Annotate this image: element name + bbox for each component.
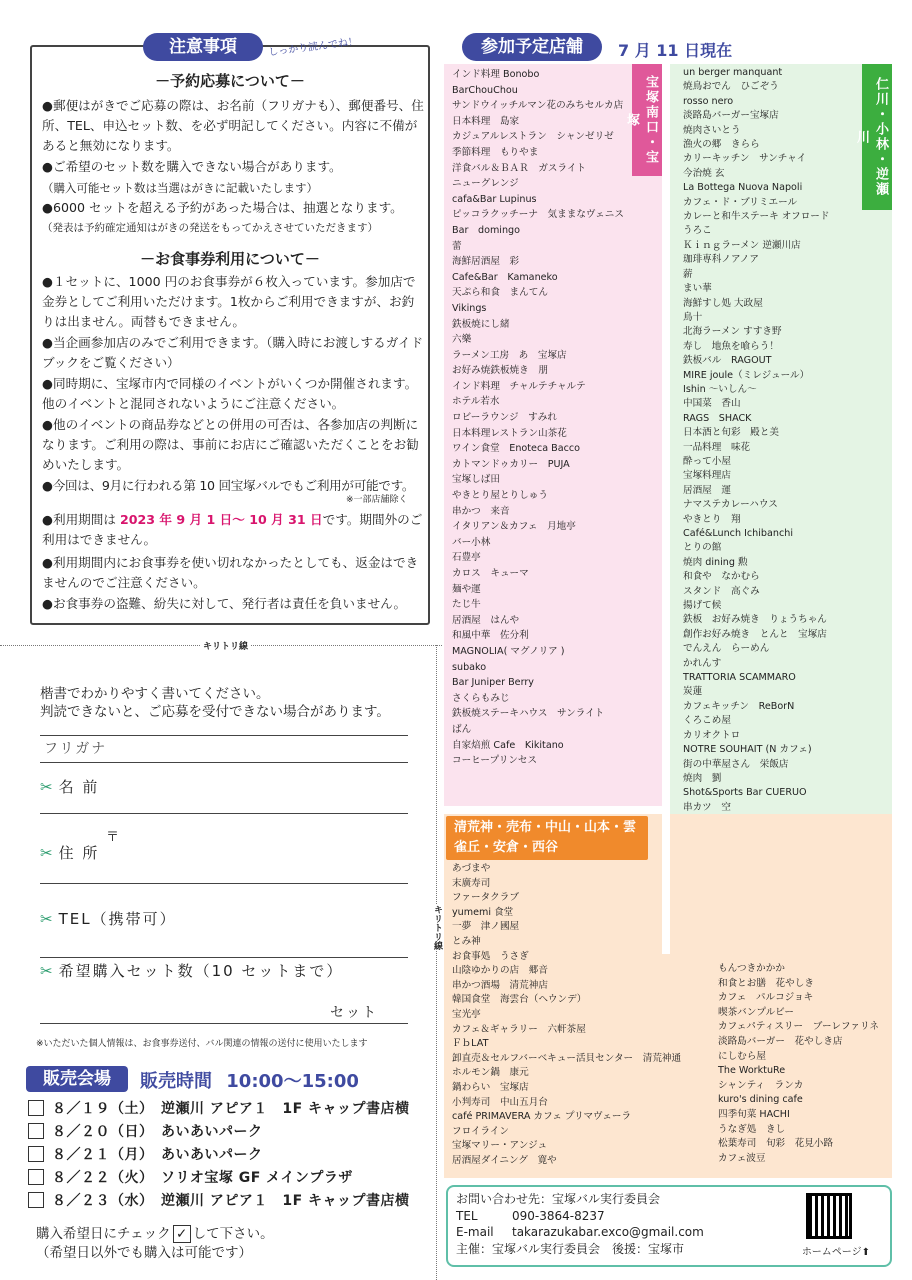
ticket-period: [42, 510, 426, 550]
shop-item: 鍋わらい 宝塚店: [452, 1081, 529, 1093]
shop-item: カレーと和牛ステーキ オフロード: [683, 211, 830, 223]
shop-item: Bar domingo: [452, 224, 521, 236]
shop-item: Café&Lunch Ichibanchi: [683, 528, 794, 539]
region-c-gap-2: [662, 814, 892, 954]
shop-item: 漁火の郷 きらら: [683, 139, 760, 151]
shop-item: 宝光亭: [452, 1008, 481, 1020]
shop-item: スタンド 高ぐみ: [683, 585, 760, 597]
privacy-note: ※いただいた個人情報は、お食事券送付、バル関連の情報の送付に使用いたします: [36, 1039, 368, 1049]
shop-item: でんえん らーめん: [683, 643, 770, 655]
furigana-underline: [40, 762, 408, 763]
shop-item: 松葉寿司 旬彩 花見小路: [718, 1138, 834, 1150]
name-field[interactable]: [40, 776, 408, 814]
venue-time: [140, 1067, 359, 1093]
shop-item: RAGS SHACK: [683, 412, 752, 424]
shop-item: インド料理 Bonobo: [452, 69, 540, 80]
shop-item: 日本料理 島家: [452, 115, 520, 127]
shop-item: 鉄板バル RAGOUT: [683, 355, 772, 367]
shop-item: くろこめ屋: [683, 715, 731, 727]
shop-item: ホルモン鍋 康元: [452, 1067, 529, 1079]
shop-item: ニューグレンジ: [452, 178, 519, 190]
region-a-tag: 宝塚南口・宝塚: [632, 64, 662, 176]
clip-icon: ✂: [40, 962, 55, 980]
shop-item: ばん: [452, 723, 472, 735]
shop-item: 石豊亭: [452, 552, 481, 564]
shop-item: 淡路島バーガー宝塚店: [683, 110, 779, 122]
venue-row[interactable]: [28, 1190, 410, 1210]
shop-item: 中国菜 香山: [683, 398, 741, 410]
shop-item: 宝塚料理店: [683, 470, 731, 482]
venue-text: ８／２３（水） 逆瀬川 アピア１ 1F キャップ書店横: [52, 1193, 410, 1209]
venue-row[interactable]: [28, 1167, 353, 1187]
shop-item: yumemi 食堂: [452, 906, 514, 918]
shop-item: 韓国食堂 海雲台（ヘウンデ）: [452, 994, 587, 1006]
reserve-p1: ●郵便はがきでご応募の際は、お名前（フリガナも）、郵便番号、住所、TEL、申込セット数、を必ず明記してください。内容に不備があると無効になります。: [42, 98, 424, 153]
checkbox[interactable]: [28, 1146, 44, 1162]
shop-item: 一夢 津ノ國屋: [452, 921, 520, 933]
shop-item: 自家焙煎 Cafe Kikitano: [452, 739, 564, 751]
shop-item: 鳥十: [683, 311, 703, 323]
shop-item: フロイライン: [452, 1125, 509, 1137]
furigana-label: フリガナ: [44, 741, 108, 757]
mail-address[interactable]: takarazukabar.exco@gmail.com: [512, 1225, 704, 1239]
region-b-tag: 仁川・小林・逆瀬川: [862, 64, 892, 210]
shop-item: Shot&Sports Bar CUERUO: [683, 787, 807, 799]
shop-item: un berger manquant: [683, 67, 783, 78]
shop-item: 日本料理レストラン山茶花: [452, 427, 567, 439]
shop-item: 蕾: [452, 240, 462, 252]
set-unit: セット: [330, 1005, 378, 1021]
shop-item: ＦｂLAT: [452, 1038, 489, 1050]
shop-item: あづまや: [452, 863, 491, 874]
shop-item: Bar Juniper Berry: [452, 677, 534, 689]
shop-item: Ishin ～いしん～: [683, 383, 757, 395]
venue-text: ８／２１（月） あいあいパーク: [52, 1147, 263, 1163]
shop-item: もんつきかかか: [718, 963, 785, 974]
shop-item: カロス キューマ: [452, 568, 529, 579]
shop-item: まい華: [683, 283, 712, 295]
shop-item: 和食や なかむら: [683, 571, 760, 583]
postal-mark: 〒: [106, 830, 120, 845]
ticket-p5-note: ※一部店舗除く: [346, 495, 408, 505]
venue-text: ８／２０（日） あいあいパーク: [52, 1124, 263, 1140]
shop-item: シャンティ ランカ: [718, 1079, 804, 1091]
shop-item: 創作お好み焼き とんと 宝塚店: [683, 628, 827, 640]
shop-item: バー小林: [452, 536, 491, 548]
shop-item: にしむら屋: [718, 1050, 766, 1062]
shop-item: 季節料理 もりやま: [452, 146, 539, 158]
check-mark-icon: ✓: [173, 1225, 191, 1243]
shop-item: インド料理 チャルテチャルテ: [452, 380, 586, 392]
shop-item: 今治焼 玄: [683, 167, 725, 179]
shop-item: subako: [452, 661, 487, 673]
shop-item: 居酒屋 はんや: [452, 614, 520, 626]
contact-line1: お問い合わせ先：宝塚バル実行委員会: [456, 1192, 661, 1206]
shop-item: 焼肉 dining 勲: [683, 556, 748, 568]
shop-item: 薪: [683, 268, 693, 280]
shop-item: 珈琲専科ノアノア: [683, 254, 759, 266]
region-c-tag: 清荒神・売布・中山・山本・雲雀丘・安倉・西谷: [446, 816, 648, 860]
clip-icon: ✂: [40, 778, 55, 796]
shop-item: 卸直売＆セルフバーベキュー活貝センター 清荒神通: [452, 1052, 682, 1064]
shop-item: 串カツ 空: [683, 801, 731, 813]
period-post: です。期間外のご利用はできません。: [42, 512, 423, 547]
notice-title: 注意事項: [143, 33, 263, 61]
shop-item: 喫茶バンプルビー: [718, 1006, 794, 1018]
shop-item: 宝塚マリー・アンジュ: [452, 1140, 548, 1152]
shop-item: 六樂: [452, 334, 472, 346]
checkbox[interactable]: [28, 1100, 44, 1116]
shop-item: 末廣寿司: [452, 877, 491, 889]
shop-item: うなぎ処 きし: [718, 1123, 786, 1135]
shop-item: とみ神: [452, 935, 481, 947]
shop-item: カフェ＆ギャラリー 六軒茶屋: [452, 1023, 586, 1035]
shop-item: さくらもみじ: [452, 692, 510, 704]
shop-item: たじ牛: [452, 599, 481, 611]
qr-code-icon[interactable]: [806, 1193, 852, 1239]
shop-item: カリオクトロ: [683, 729, 741, 741]
tel-label: TEL（携帯可）: [58, 910, 177, 928]
checkbox[interactable]: [28, 1169, 44, 1185]
shop-item: 一品料理 味花: [683, 441, 751, 453]
shop-item: 街の中華屋さん 栄飯店: [683, 758, 789, 770]
shop-item: カトマンドゥカリー PUJA: [452, 458, 570, 470]
clip-icon: ✂: [40, 910, 55, 928]
shop-list-a: [452, 67, 634, 769]
shop-item: rosso nero: [683, 95, 734, 107]
tel-number[interactable]: 090-3864-8237: [512, 1208, 605, 1223]
shop-item: ワイン食堂 Enoteca Bacco: [452, 443, 581, 455]
shop-item: かれんす: [683, 657, 722, 669]
shop-item: カフェ パルコジョキ: [718, 992, 814, 1004]
shop-item: 海鮮居酒屋 彩: [452, 256, 520, 268]
shop-item: 日本酒と旬彩 殿と美: [683, 427, 779, 439]
shop-item: 焼肉 劉: [683, 772, 722, 784]
shop-item: Ｋｉｎｇラーメン 逆瀬川店: [683, 239, 801, 251]
shop-item: café PRIMAVERA カフェ プリマヴェーラ: [452, 1111, 632, 1123]
reserve-heading: －予約応募について－: [155, 72, 305, 90]
shop-item: お食事処 うさぎ: [452, 950, 529, 962]
shop-item: 淡路島バーガー 花やしき店: [718, 1035, 843, 1047]
reserve-p3b: （発表は予約確定通知はがきの発送をもってかえさせていただきます）: [42, 222, 378, 234]
shop-item: La Bottega Nuova Napoli: [683, 182, 803, 194]
shop-item: ホテル若水: [452, 396, 500, 408]
shop-item: 洋食バル＆ＢＡＲ ガスライト: [452, 162, 587, 174]
venue-label: 販売会場: [26, 1066, 128, 1092]
shop-item: 四季旬菜 HACHI: [718, 1108, 790, 1120]
shop-item: 小判寿司 中山五月台: [452, 1096, 548, 1108]
furigana-field[interactable]: [40, 700, 408, 757]
form-intro-2: 判読できないと、ご応募を受付できない場合があります。: [40, 704, 390, 720]
tel-label: TEL: [456, 1208, 478, 1223]
check-note-1: [36, 1222, 274, 1243]
shop-item: 和風中華 佐分利: [452, 630, 529, 642]
shop-item: 宝塚しば田: [452, 474, 500, 486]
ticket-p8: ●お食事券の盗難、紛失に対して、発行者は責任を負いません。: [42, 596, 407, 611]
contact-line4: 主催：宝塚バル実行委員会 後援：宝塚市: [456, 1241, 685, 1256]
shop-item: ピッコラクッチーナ 気ままなヴェニス: [452, 209, 624, 221]
homepage-label[interactable]: ホームページ⬆: [801, 1247, 870, 1258]
check-note-2: （希望日以外でも購入は可能です）: [36, 1245, 252, 1261]
checkbox[interactable]: [28, 1192, 44, 1208]
shop-item: イタリアン＆カフェ 月地亭: [452, 521, 576, 533]
shop-item: お好み焼鉄板焼き 朋: [452, 365, 548, 377]
period-dates: 2023 年 9 月 1 日～ 10 月 31 日: [119, 512, 323, 527]
reserve-p3: ●6000 セットを超える予約があった場合は、抽選となります。: [42, 200, 403, 215]
shop-item: コーヒープリンセス: [452, 755, 538, 767]
shop-item: カフェキッチン ReBorN: [683, 700, 795, 712]
shop-item: やきとり屋とりしゅう: [452, 490, 548, 502]
venue-text: ８／２２（火） ソリオ宝塚 GF メインプラザ: [52, 1170, 353, 1186]
shop-item: カフェパティスリー ブーレファリネ: [718, 1021, 879, 1033]
shop-item: 串かつ酒場 清荒神店: [452, 979, 548, 991]
shop-item: カフェ波豆: [718, 1152, 766, 1164]
shops-title: 参加予定店舗: [462, 33, 602, 61]
shop-item: ナマステカレーハウス: [683, 499, 778, 511]
mail-label: E-mail: [456, 1225, 494, 1239]
shop-item: 海鮮すし処 大政屋: [683, 297, 763, 309]
checkbox[interactable]: [28, 1123, 44, 1139]
shop-item: MAGNOLIA( マグノリア ): [452, 645, 565, 657]
sets-label: 希望購入セット数（10 セットまで）: [58, 962, 344, 980]
shop-item: 北海ラーメン すすき野: [683, 326, 782, 338]
shop-list-c: [452, 862, 682, 1168]
cut-label-v: キリトリ線: [428, 905, 447, 950]
shop-item: 居酒屋 運: [683, 484, 731, 496]
shop-item: 山陰ゆかりの店 郷音: [452, 965, 548, 977]
ticket-p3: ●同時期に、宝塚市内で同様のイベントがいくつか開催されます。他のイベントと混同されないようにご注意ください。: [42, 376, 418, 411]
shop-item: ロビーラウンジ すみれ: [452, 412, 557, 424]
shop-item: カリーキッチン サンチャイ: [683, 153, 807, 165]
shop-item: とりの館: [683, 542, 722, 554]
shop-item: やきとり 翔: [683, 513, 741, 525]
shop-item: 焼肉さいとう: [683, 124, 741, 136]
shop-item: うろこ: [683, 225, 712, 237]
shop-item: Cafe&Bar Kamaneko: [452, 271, 558, 283]
venue-row[interactable]: [28, 1098, 410, 1118]
cut-label-h: キリトリ線: [200, 639, 251, 652]
form-intro-1: 楷書でわかりやすく書いてください。: [40, 686, 270, 702]
shop-item: cafa&Bar Lupinus: [452, 193, 537, 205]
shop-item: 揚げて候: [683, 600, 722, 612]
shop-item: BarChouChou: [452, 84, 518, 96]
time-value: 10:00～15:00: [226, 1071, 359, 1092]
time-label: 販売時間: [140, 1071, 212, 1092]
sets-field[interactable]: [40, 960, 408, 1020]
sets-underline: [40, 1023, 408, 1024]
shop-item: 串かつ 来音: [452, 505, 510, 517]
shop-item: NOTRE SOUHAIT (N カフェ): [683, 744, 812, 756]
shop-item: 天ぷら和食 まんてん: [452, 287, 548, 299]
shop-item: ファータクラブ: [452, 892, 519, 904]
shop-item: 酔って小屋: [683, 455, 731, 467]
shop-item: サンドウイッチルマン花のみちセルカ店: [452, 100, 624, 112]
shop-item: 鉄板焼ステーキハウス サンライト: [452, 708, 605, 720]
check-note-text: 購入希望日にチェック: [36, 1226, 171, 1242]
address-field[interactable]: [40, 842, 408, 884]
period-pre: ●利用期間は: [42, 512, 120, 527]
venue-text: ８／１９（土） 逆瀬川 アピア１ 1F キャップ書店横: [52, 1101, 410, 1117]
shop-item: 鉄板焼にし緒: [452, 318, 510, 330]
shop-item: 鉄板 お好み焼き りょうちゃん: [683, 614, 827, 626]
ticket-p7: ●利用期間内にお食事券を使い切れなかったとしても、返金はできませんのでご注意ください。: [42, 555, 419, 590]
shop-item: ラーメン工房 あ 宝塚店: [452, 349, 567, 361]
shop-item: 寿し 地魚を喰らう！: [683, 340, 779, 352]
tel-field[interactable]: [40, 908, 408, 958]
shop-item: TRATTORIA SCAMMARO: [683, 672, 796, 684]
clip-icon: ✂: [40, 844, 55, 862]
shop-item: 和食とお膳 花やしき: [718, 977, 814, 989]
venue-row[interactable]: [28, 1121, 263, 1141]
shop-item: Vikings: [452, 302, 487, 314]
shop-item: MIRE joule（ミレジュール）: [683, 369, 810, 381]
shop-item: カフェ・ド・ブリミエール: [683, 196, 798, 208]
reserve-p2: ●ご希望のセット数を購入できない場合があります。: [42, 159, 342, 174]
shop-item: The WorktuRe: [718, 1065, 786, 1077]
ticket-p2: ●当企画参加店のみでご利用できます。（購入時にお渡しするガイドブックをご覧ください）: [42, 335, 424, 370]
shop-item: 炭蓮: [683, 686, 703, 698]
ticket-p5: ●今回は、9月に行われる第 10 回宝塚バルでもご利用が可能です。: [42, 478, 415, 493]
shop-item: 麺や運: [452, 583, 481, 595]
shop-item: カジュアルレストラン シャンゼリゼ: [452, 131, 614, 143]
ticket-p1: ●１セットに、1000 円のお食事券が６枚入っています。参加店で金券としてご利用いただけます。1枚からご利用できますが、お釣りは出ません。両替もできません。: [42, 274, 416, 329]
check-note-text-b: して下さい。: [192, 1226, 274, 1242]
shop-list-d: [718, 962, 890, 1166]
cut-line-vertical: [436, 645, 437, 1280]
contact-box: [446, 1185, 892, 1267]
shop-item: 居酒屋ダイニング 寛や: [452, 1154, 557, 1166]
name-label: 名 前: [58, 778, 100, 796]
handwritten-note: しっかり読んでね！: [267, 36, 359, 59]
ticket-heading: －お食事券利用について－: [140, 250, 320, 268]
shop-item: kuro's dining cafe: [718, 1094, 803, 1106]
reserve-p2b: （購入可能セット数は当選はがきに記載いたします）: [42, 181, 318, 195]
venue-row[interactable]: [28, 1144, 263, 1164]
shops-date: 7 月 11 日現在: [618, 41, 733, 60]
ticket-p4: ●他のイベントの商品券などとの併用の可否は、各参加店の判断になります。ご利用の際は、事前にお店にご確認いただくことをお勧めいたします。: [42, 417, 419, 472]
shop-item: 焼鳥おでん ひごぞう: [683, 81, 779, 93]
address-label: 住 所: [58, 844, 100, 862]
